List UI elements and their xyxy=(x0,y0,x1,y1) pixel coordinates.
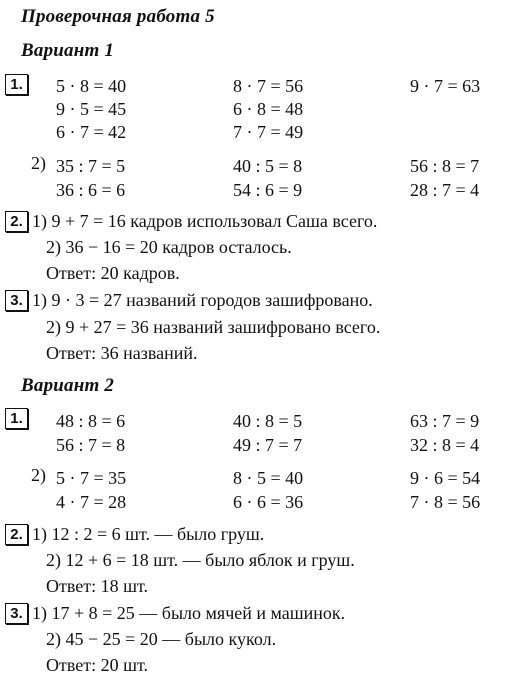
v1-t3-line: 2) 9 + 27 = 36 названий зашифровано всего. xyxy=(46,317,381,337)
v2-t3-line: 1) 17 + 8 = 25 — было мячей и машинок. xyxy=(32,603,346,623)
v2-task-3-number: 3. xyxy=(5,603,28,624)
v2-t3-answer: Ответ: 20 шт. xyxy=(46,655,148,675)
v1-t1-p2-cell: 40 : 5 = 8 xyxy=(233,156,303,176)
v1-t1-p1-cell: 7 · 7 = 49 xyxy=(233,122,304,142)
v1-t1-p1-cell: 6 · 8 = 48 xyxy=(233,99,304,119)
v1-task-3-number: 3. xyxy=(5,290,28,311)
v2-t1-p2-cell: 7 · 8 = 56 xyxy=(410,492,481,512)
v1-t2-line: 2) 36 − 16 = 20 кадров осталось. xyxy=(46,237,292,257)
v2-t1-p2-cell: 5 · 7 = 35 xyxy=(56,468,127,488)
v2-t1-p1-cell: 49 : 7 = 7 xyxy=(233,435,303,455)
v1-t2-answer: Ответ: 20 кадров. xyxy=(46,263,180,283)
v1-t2-line: 1) 9 + 7 = 16 кадров использовал Саша всего. xyxy=(32,211,378,231)
v2-t1-p1-cell: 63 : 7 = 9 xyxy=(410,411,480,431)
v2-t2-answer: Ответ: 18 шт. xyxy=(46,576,148,596)
v1-t1-p1-cell: 5 · 8 = 40 xyxy=(56,76,127,96)
v1-t1-p2-cell: 54 : 6 = 9 xyxy=(233,180,303,200)
v1-t1-p1-cell: 6 · 7 = 42 xyxy=(56,122,127,142)
v1-t1-p2-cell: 36 : 6 = 6 xyxy=(56,180,126,200)
v2-t3-line: 2) 45 − 25 = 20 — было кукол. xyxy=(46,629,277,649)
v2-t1-p1-cell: 32 : 8 = 4 xyxy=(410,435,480,455)
v1-t1-p1-cell: 9 · 7 = 63 xyxy=(410,76,481,96)
variant-2-heading: Вариант 2 xyxy=(21,375,115,396)
v1-t1-p2-cell: 56 : 8 = 7 xyxy=(410,156,480,176)
v2-t1-p2-cell: 9 · 6 = 54 xyxy=(410,468,481,488)
v2-task-1-number: 1. xyxy=(5,408,28,429)
v2-t1-p2-cell: 4 · 7 = 28 xyxy=(56,492,127,512)
v2-t1-p1-cell: 48 : 8 = 6 xyxy=(56,411,126,431)
v2-t1-part2-label: 2) xyxy=(31,465,46,485)
v1-task-2-number: 2. xyxy=(5,211,28,232)
v1-t3-line: 1) 9 · 3 = 27 названий городов зашифровано. xyxy=(32,290,373,310)
v1-t1-p2-cell: 28 : 7 = 4 xyxy=(410,180,480,200)
v2-t2-line: 1) 12 : 2 = 6 шт. — было груш. xyxy=(32,524,265,544)
page-title: Проверочная работа 5 xyxy=(21,6,215,27)
v1-t1-part2-label: 2) xyxy=(31,153,46,173)
v2-t1-p2-cell: 6 · 6 = 36 xyxy=(233,492,304,512)
v1-t3-answer: Ответ: 36 названий. xyxy=(46,343,198,363)
v2-t1-p1-cell: 56 : 7 = 8 xyxy=(56,435,126,455)
v1-t1-p2-cell: 35 : 7 = 5 xyxy=(56,156,126,176)
v1-t1-p1-cell: 9 · 5 = 45 xyxy=(56,99,127,119)
v1-task-1-number: 1. xyxy=(5,74,28,95)
v2-t2-line: 2) 12 + 6 = 18 шт. — было яблок и груш. xyxy=(46,550,355,570)
v2-task-2-number: 2. xyxy=(5,524,28,545)
variant-1-heading: Вариант 1 xyxy=(21,40,115,61)
v2-t1-p2-cell: 8 · 5 = 40 xyxy=(233,468,304,488)
v2-t1-p1-cell: 40 : 8 = 5 xyxy=(233,411,303,431)
v1-t1-p1-cell: 8 · 7 = 56 xyxy=(233,76,304,96)
